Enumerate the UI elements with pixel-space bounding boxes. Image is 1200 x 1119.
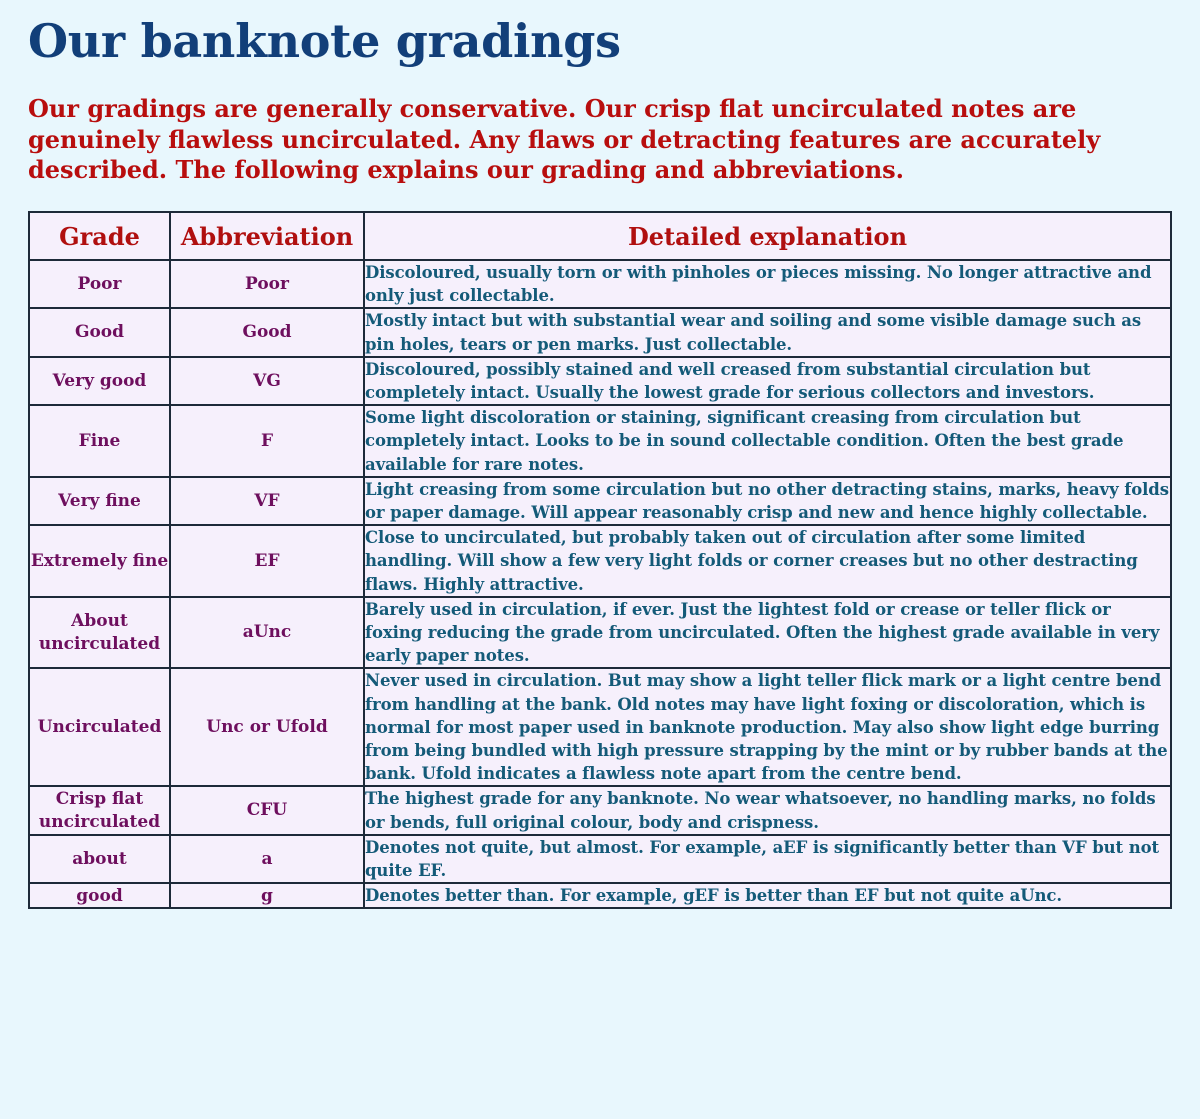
- grade-cell: About uncirculated: [29, 597, 170, 669]
- abbreviation-cell: a: [170, 835, 364, 883]
- grade-cell: Poor: [29, 260, 170, 308]
- grade-cell: Crisp flat uncirculated: [29, 786, 170, 834]
- abbreviation-cell: g: [170, 883, 364, 908]
- explanation-cell: Discoloured, usually torn or with pinholes or pieces missing. No longer attractive and only just collectable.: [364, 260, 1171, 308]
- header-abbreviation: Abbreviation: [170, 212, 364, 260]
- grading-table: [28, 211, 1172, 909]
- table-row: [29, 405, 1171, 477]
- explanation-cell: The highest grade for any banknote. No wear whatsoever, no handling marks, no folds or bends, full original colour, body and crispness.: [364, 786, 1171, 834]
- explanation-cell: Mostly intact but with substantial wear and soiling and some visible damage such as pin holes, tears or pen marks. Just collectable.: [364, 308, 1171, 356]
- grade-cell: Extremely fine: [29, 525, 170, 597]
- table-row: [29, 308, 1171, 356]
- abbreviation-cell: Good: [170, 308, 364, 356]
- abbreviation-cell: Unc or Ufold: [170, 668, 364, 786]
- table-row: [29, 883, 1171, 908]
- grade-cell: Very fine: [29, 477, 170, 525]
- table-row: [29, 835, 1171, 883]
- abbreviation-cell: F: [170, 405, 364, 477]
- abbreviation-cell: Poor: [170, 260, 364, 308]
- table-row: [29, 357, 1171, 405]
- table-header-row: [29, 212, 1171, 260]
- abbreviation-cell: aUnc: [170, 597, 364, 669]
- explanation-cell: Close to uncirculated, but probably taken out of circulation after some limited handling. Will show a few very light folds or corner creases but no other destracting flaws. Highly attractive.: [364, 525, 1171, 597]
- explanation-cell: Denotes better than. For example, gEF is better than EF but not quite aUnc.: [364, 883, 1171, 908]
- grade-cell: Uncirculated: [29, 668, 170, 786]
- grade-cell: Very good: [29, 357, 170, 405]
- table-row: [29, 477, 1171, 525]
- table-row: [29, 597, 1171, 669]
- explanation-cell: Denotes not quite, but almost. For example, aEF is significantly better than VF but not quite EF.: [364, 835, 1171, 883]
- explanation-cell: Never used in circulation. But may show a light teller flick mark or a light centre bend from handling at the bank. Old notes may have light foxing or discoloration, which is normal for most paper used in banknote production. May also show light edge burring from being bundled with high pressure strapping by the mint or by rubber bands at the bank. Ufold indicates a flawless note apart from the centre bend.: [364, 668, 1171, 786]
- abbreviation-cell: VG: [170, 357, 364, 405]
- table-row: [29, 260, 1171, 308]
- explanation-cell: Some light discoloration or staining, significant creasing from circulation but completely intact. Looks to be in sound collectable condition. Often the best grade available for rare notes.: [364, 405, 1171, 477]
- table-row: [29, 786, 1171, 834]
- header-explanation: Detailed explanation: [364, 212, 1171, 260]
- table-row: [29, 525, 1171, 597]
- grade-cell: good: [29, 883, 170, 908]
- grade-cell: Fine: [29, 405, 170, 477]
- explanation-cell: Light creasing from some circulation but no other detracting stains, marks, heavy folds or paper damage. Will appear reasonably crisp and new and hence highly collectable.: [364, 477, 1171, 525]
- header-grade: Grade: [29, 212, 170, 260]
- page-title: Our banknote gradings: [28, 14, 621, 68]
- abbreviation-cell: CFU: [170, 786, 364, 834]
- grade-cell: Good: [29, 308, 170, 356]
- abbreviation-cell: VF: [170, 477, 364, 525]
- table-row: [29, 668, 1171, 786]
- abbreviation-cell: EF: [170, 525, 364, 597]
- intro-paragraph: Our gradings are generally conservative. Our crisp flat uncirculated notes are genuinely flawless uncirculated. Any flaws or detracting features are accurately described. The following explains our grading and abbreviations.: [28, 94, 1101, 184]
- grade-cell: about: [29, 835, 170, 883]
- explanation-cell: Discoloured, possibly stained and well creased from substantial circulation but completely intact. Usually the lowest grade for serious collectors and investors.: [364, 357, 1171, 405]
- explanation-cell: Barely used in circulation, if ever. Just the lightest fold or crease or teller flick or foxing reducing the grade from uncirculated. Often the highest grade available in very early paper notes.: [364, 597, 1171, 669]
